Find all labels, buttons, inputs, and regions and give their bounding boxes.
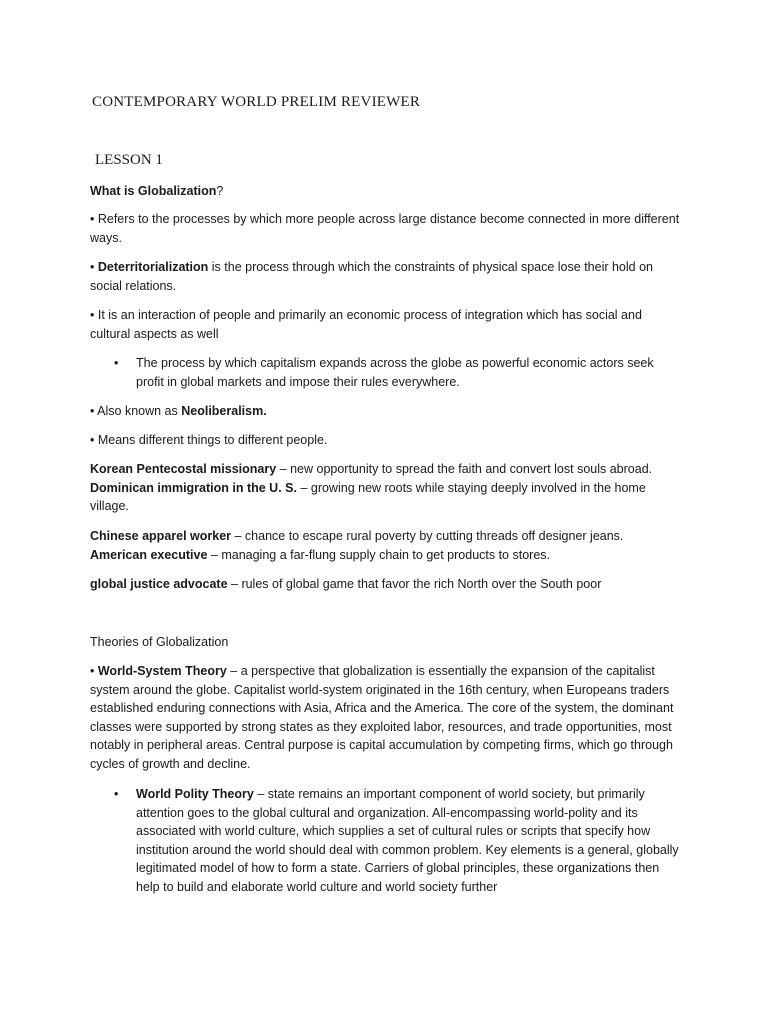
world-system-text: – a perspective that globalization is essentially the expansion of the capitalist system around the globe. Capitalist world-system originated in the 16th century, when Europeans traders established enduring connections with Asia, Africa and the America. The core of the system, the dominant classes were supported by strong states as they exploited labor, resources, and trade opportunities, most notably in peripheral areas. Central purpose is capital accumulation by competing firms, which go through cycles of growth and decline. [90, 664, 674, 771]
document-title: CONTEMPORARY WORLD PRELIM REVIEWER [92, 94, 421, 110]
indented-bullet-capitalism [114, 354, 684, 391]
chinese-worker-text: – chance to escape rural poverty by cutting threads off designer jeans. [231, 529, 624, 543]
paragraph-perspectives-1 [90, 460, 680, 516]
justice-advocate-text: – rules of global game that favor the rich North over the South poor [227, 577, 602, 591]
term-world-polity: World Polity Theory [136, 787, 254, 801]
paragraph-neoliberalism [90, 402, 680, 421]
term-neoliberalism: Neoliberalism. [181, 404, 267, 418]
bullet-prefix: • [90, 260, 98, 274]
question-mark: ? [216, 184, 224, 198]
term-chinese-worker: Chinese apparel worker [90, 529, 232, 543]
term-korean-missionary: Korean Pentecostal missionary [90, 462, 277, 476]
term-dominican-immigration: Dominican immigration in the U. S. [90, 480, 297, 495]
bullet-dot: • [114, 787, 119, 801]
theories-heading: Theories of Globalization [90, 635, 229, 649]
paragraph-world-system [90, 662, 680, 774]
paragraph-deterritorialization [90, 258, 680, 295]
world-system-prefix: • [90, 664, 98, 678]
neoliberalism-prefix: • Also known as [90, 404, 182, 418]
indented-bullet-world-polity [114, 785, 684, 897]
paragraph-justice-advocate [90, 575, 680, 594]
lesson-heading: LESSON 1 [95, 152, 163, 168]
paragraph-interaction: • It is an interaction of people and primarily an economic process of integration which has social and cultural aspects as well [90, 308, 642, 341]
korean-missionary-text: – new opportunity to spread the faith and convert lost souls abroad. [276, 462, 653, 476]
american-executive-text: – managing a far-flung supply chain to get products to stores. [207, 547, 550, 562]
term-description: is the process through which the constraints of physical space lose their hold on social relations. [90, 260, 653, 293]
paragraph-perspectives-2 [90, 527, 680, 564]
term-american-executive: American executive [90, 547, 208, 562]
world-polity-text: – state remains an important component of world society, but primarily attention goes to the global cultural and organization. All-encompassing world-polity and its associated with world culture, which supplies a set of cultural rules or scripts that specify how institution around the world should deal with common problem. Key elements is a general, globally legitimated model of how to form a state. Carriers of global principles, these organizations then help to build and elaborate world culture and world society further [136, 787, 679, 894]
bullet-dot: • [114, 356, 119, 370]
paragraph-definition: • Refers to the processes by which more people across large distance become connected in more different ways. [90, 212, 680, 245]
term-world-system: World-System Theory [97, 664, 227, 678]
question-bold: What is Globalization [90, 184, 217, 198]
world-polity-text-block [136, 785, 684, 897]
bullet-text: The process by which capitalism expands across the globe as powerful economic actors seek profit in global markets and impose their rules everywhere. [136, 356, 654, 389]
paragraph-means-different: • Means different things to different people. [90, 433, 328, 447]
question-heading [90, 182, 680, 201]
term-deterritorialization: Deterritorialization [97, 260, 209, 274]
term-justice-advocate: global justice advocate [90, 577, 228, 591]
dominican-immigration-text: – growing new roots while staying deeply involved in the home village. [90, 480, 646, 514]
